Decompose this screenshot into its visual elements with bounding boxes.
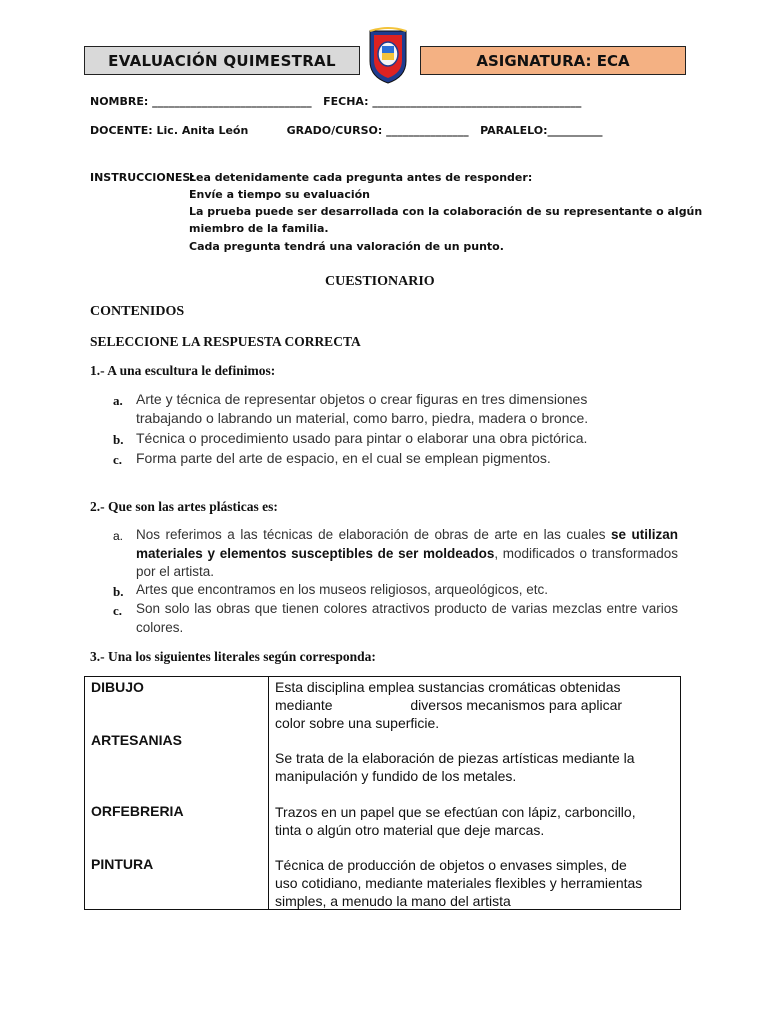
select-heading: SELECCIONE LA RESPUESTA CORRECTA bbox=[90, 334, 361, 349]
description-item bbox=[275, 678, 675, 732]
option-letter: b. bbox=[113, 432, 124, 447]
instruction-item: Lea detenidamente cada pregunta antes de responder: bbox=[189, 171, 533, 184]
instruction-item: Cada pregunta tendrá una valoración de un punto. bbox=[189, 240, 504, 253]
term-item: ORFEBRERIA bbox=[91, 803, 184, 819]
section-title: CUESTIONARIO bbox=[325, 274, 435, 289]
question-2-option-a bbox=[136, 526, 678, 582]
matching-table bbox=[84, 676, 681, 910]
exam-title: EVALUACIÓN QUIMESTRAL bbox=[108, 51, 336, 70]
description-line: manipulación y fundido de los metales. bbox=[275, 768, 517, 784]
description-line: simples, a menudo la mano del artista bbox=[275, 893, 511, 909]
descriptions-column bbox=[269, 677, 681, 910]
name-date-line: NOMBRE: _____________________________ FECHA: ______________________________________ bbox=[90, 95, 582, 108]
question-2-option-c: Son solo las obras que tienen colores atractivos producto de varias mezclas entre varios colores. bbox=[136, 601, 678, 635]
option-emphasis: se utilizan materiales y elementos susceptibles de ser moldeados bbox=[136, 527, 678, 561]
option-text: , modificados o transformados por el artista. bbox=[136, 545, 678, 579]
question-1-option-c: Forma parte del arte de espacio, en el cual se emplean pigmentos. bbox=[136, 450, 551, 466]
subject-title: ASIGNATURA: ECA bbox=[476, 51, 630, 70]
question-1-title: 1.- A una escultura le definimos: bbox=[90, 363, 276, 378]
question-3-title: 3.- Una los siguientes literales según corresponda: bbox=[90, 649, 376, 664]
instructions-label: INSTRUCCIONES: bbox=[90, 171, 195, 184]
contents-heading: CONTENIDOS bbox=[90, 304, 185, 319]
description-line: Técnica de producción de objetos o envases simples, de bbox=[275, 857, 627, 873]
instruction-item: La prueba puede ser desarrollada con la colaboración de su representante o algún bbox=[189, 205, 703, 218]
description-line: Trazos en un papel que se efectúan con lápiz, carboncillo, bbox=[275, 804, 636, 820]
school-crest-icon bbox=[366, 27, 410, 85]
description-item bbox=[275, 856, 675, 910]
option-letter: c. bbox=[113, 452, 123, 467]
description-item bbox=[275, 803, 675, 839]
term-item: DIBUJO bbox=[91, 679, 144, 695]
option-letter: b. bbox=[113, 584, 124, 599]
question-2-option-b: Artes que encontramos en los museos religiosos, arqueológicos, etc. bbox=[136, 582, 548, 597]
teacher-grade-line: DOCENTE: Lic. Anita León GRADO/CURSO: _______________ PARALELO:__________ bbox=[90, 124, 603, 137]
option-letter: c. bbox=[113, 603, 123, 618]
description-line: uso cotidiano, mediante materiales flexibles y herramientas bbox=[275, 875, 643, 891]
question-1-option-a bbox=[136, 390, 588, 428]
option-letter: a. bbox=[113, 529, 124, 543]
description-line: Esta disciplina emplea sustancias cromáticas obtenidas bbox=[275, 679, 621, 695]
description-line: Se trata de la elaboración de piezas artísticas mediante la bbox=[275, 750, 635, 766]
description-item bbox=[275, 749, 675, 785]
description-line: mediante diversos mecanismos para aplicar bbox=[275, 697, 623, 713]
instruction-item: miembro de la familia. bbox=[189, 222, 329, 235]
subject-box bbox=[420, 46, 686, 75]
terms-column bbox=[85, 677, 269, 910]
question-2-title: 2.- Que son las artes plásticas es: bbox=[90, 499, 278, 514]
term-item: PINTURA bbox=[91, 856, 154, 872]
instruction-item: Envíe a tiempo su evaluación bbox=[189, 188, 371, 201]
exam-title-box bbox=[84, 46, 360, 75]
option-text: Nos referimos a las técnicas de elaboración de obras de arte en las cuales bbox=[136, 527, 611, 542]
option-text-line: Arte y técnica de representar objetos o crear figuras en tres dimensiones bbox=[136, 391, 588, 407]
description-line: color sobre una superficie. bbox=[275, 715, 440, 731]
description-line: tinta o algún otro material que deje marcas. bbox=[275, 822, 545, 838]
question-1-option-b: Técnica o procedimiento usado para pintar o elaborar una obra pictórica. bbox=[136, 430, 588, 446]
option-letter: a. bbox=[113, 393, 123, 408]
option-text-line: trabajando o labrando un material, como barro, piedra, madera o bronce. bbox=[136, 410, 589, 426]
term-item: ARTESANIAS bbox=[91, 732, 183, 748]
